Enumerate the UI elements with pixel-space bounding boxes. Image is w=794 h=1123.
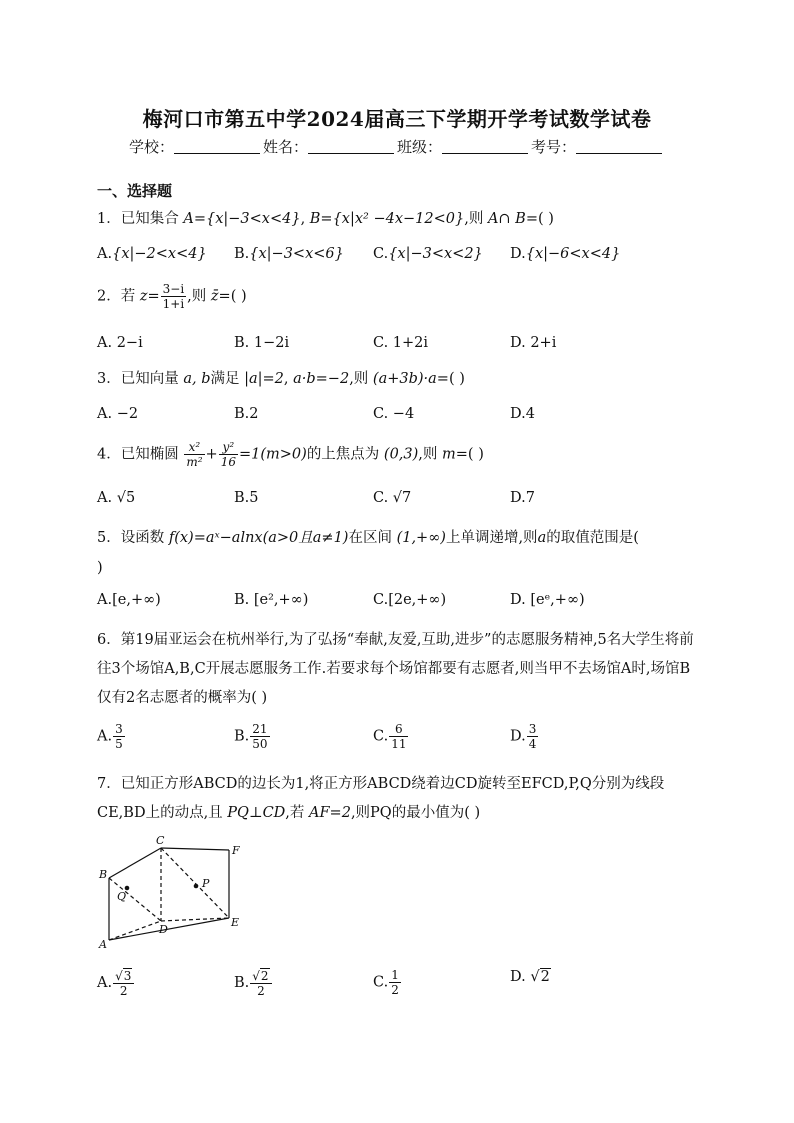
option-a[interactable]: A. $\frac{3}{5}$ bbox=[97, 722, 123, 751]
question-2-options bbox=[97, 335, 697, 365]
question-5-close: ) bbox=[97, 560, 103, 576]
question-text: 已知正方形ABCD的边长为1,将正方形ABCD绕着边CD旋转至EFCD,P,Q分别为线段CE,BD上的动点,且 bbox=[97, 776, 665, 821]
question-text: 已知集合 bbox=[120, 211, 179, 227]
question-2 bbox=[97, 282, 247, 311]
option-b[interactable]: B. $\frac{√2}{2}$ bbox=[234, 968, 273, 998]
condition: (a>0且a≠1) bbox=[262, 530, 349, 546]
option-b[interactable]: B.2 bbox=[234, 406, 259, 422]
question-text: ,则PQ的最小值为( ) bbox=[350, 805, 481, 821]
question-text: 已知向量 bbox=[120, 371, 179, 387]
question-number: 4． bbox=[97, 446, 121, 463]
option-c[interactable]: C. −4 bbox=[373, 406, 415, 422]
school-label: 学校： bbox=[128, 138, 174, 156]
option-c[interactable]: C.{x|−3<x<2} bbox=[373, 246, 483, 262]
option-a[interactable]: A. √5 bbox=[97, 490, 136, 506]
question-text: ,则 bbox=[464, 211, 484, 227]
ask-expr: A∩ B= bbox=[487, 211, 538, 227]
question-number: 3． bbox=[97, 371, 121, 387]
question-7 bbox=[97, 770, 697, 828]
question-1-options bbox=[97, 246, 697, 276]
label-c: C bbox=[156, 834, 165, 847]
question-4-options bbox=[97, 490, 697, 520]
option-d[interactable]: D. [eᵉ,+∞) bbox=[510, 592, 585, 608]
fraction: $\frac{3-i}{1+i}$ bbox=[162, 282, 185, 311]
focus-point: (0,3) bbox=[383, 446, 419, 463]
var-a: a bbox=[537, 530, 547, 546]
answer-paren: ( ) bbox=[467, 446, 484, 463]
question-5-options bbox=[97, 592, 697, 622]
option-c[interactable]: C. √7 bbox=[373, 490, 412, 506]
option-d[interactable]: D. √2 bbox=[510, 969, 550, 985]
option-d[interactable]: D. 2+i bbox=[510, 335, 557, 351]
question-text: ,则 bbox=[418, 446, 438, 463]
option-c[interactable]: C. $\frac{1}{2}$ bbox=[373, 968, 399, 997]
answer-paren: ( ) bbox=[448, 371, 465, 387]
question-text: ,若 bbox=[285, 805, 305, 821]
prism-figure bbox=[97, 834, 257, 949]
option-b[interactable]: B.{x|−3<x<6} bbox=[234, 246, 344, 262]
question-3: 3．已知向量 a, b满足 |a|=2, a·b=−2,则 (a+3b)·a=( ) bbox=[97, 371, 465, 387]
answer-paren: ( ) bbox=[538, 211, 554, 227]
label-a: A bbox=[99, 938, 107, 949]
label-e: E bbox=[231, 916, 240, 929]
fraction-x: $\frac{\text{x²}}{\text{m²}}$ bbox=[186, 440, 203, 469]
question-text: ,则 bbox=[187, 288, 207, 305]
question-3-options bbox=[97, 406, 697, 436]
option-a[interactable]: A.[e,+∞) bbox=[97, 592, 161, 608]
set-a: A={x|−3<x<4} bbox=[183, 211, 301, 227]
question-text: 在区间 bbox=[348, 530, 392, 546]
school-blank[interactable] bbox=[174, 139, 260, 154]
question-text: 的取值范围是( bbox=[546, 530, 639, 546]
option-c[interactable]: C. $\frac{6}{11}$ bbox=[373, 722, 407, 751]
question-number: 2． bbox=[97, 288, 121, 305]
label-q: Q bbox=[117, 890, 127, 903]
number-label: 考号： bbox=[531, 138, 577, 156]
ask-expr: (a+3b)·a= bbox=[372, 371, 449, 387]
question-number: 7． bbox=[97, 776, 121, 792]
perp-condition: PQ⊥CD bbox=[227, 805, 286, 821]
question-text: 已知椭圆 bbox=[120, 446, 179, 463]
label-d: D bbox=[159, 923, 168, 936]
option-d[interactable]: D. $\frac{3}{4}$ bbox=[510, 722, 537, 751]
answer-paren: ( ) bbox=[230, 288, 247, 305]
name-blank[interactable] bbox=[308, 139, 394, 154]
ask-expr: z̄= bbox=[210, 288, 231, 305]
question-text: 设函数 bbox=[120, 530, 165, 546]
section-heading: 一、选择题 bbox=[97, 182, 173, 200]
option-b[interactable]: B. 1−2i bbox=[234, 335, 290, 351]
question-6 bbox=[97, 626, 697, 713]
name-label: 姓名： bbox=[262, 138, 308, 156]
question-7-options bbox=[97, 968, 697, 1008]
condition-2: a·b=−2 bbox=[293, 371, 350, 387]
option-a[interactable]: A.{x|−2<x<4} bbox=[97, 246, 207, 262]
question-text: 的上焦点为 bbox=[306, 446, 380, 463]
option-d[interactable]: D.{x|−6<x<4} bbox=[510, 246, 621, 262]
set-b: B={x|x² −4x−12<0} bbox=[309, 211, 465, 227]
option-b[interactable]: B. [e²,+∞) bbox=[234, 592, 309, 608]
question-5 bbox=[97, 526, 639, 547]
option-a[interactable]: A. 2−i bbox=[97, 335, 143, 351]
option-a[interactable]: A. −2 bbox=[97, 406, 139, 422]
condition-1: |a|=2 bbox=[244, 371, 284, 387]
question-6-options bbox=[97, 722, 697, 762]
option-c[interactable]: C. 1+2i bbox=[373, 335, 429, 351]
label-f: F bbox=[232, 844, 240, 857]
question-4: 4．已知椭圆 $\frac{\text{x²}}{\text{m²}}$ + $\frac{\text{y²}}{16}$ =1(m>0)的上焦点为 (0,3),则 m=( ) bbox=[97, 440, 484, 469]
option-c[interactable]: C.[2e,+∞) bbox=[373, 592, 447, 608]
option-b[interactable]: B.5 bbox=[234, 490, 259, 506]
af-condition: AF=2 bbox=[309, 805, 351, 821]
question-number: 5． bbox=[97, 530, 121, 546]
class-blank[interactable] bbox=[442, 139, 528, 154]
vectors: a, b bbox=[183, 371, 211, 387]
question-text: 满足 bbox=[210, 371, 240, 387]
student-info-line bbox=[0, 136, 794, 157]
question-1: 1．已知集合 A={x|−3<x<4}, B={x|x² −4x−12<0},则 A∩ B=( ) bbox=[97, 211, 554, 227]
ellipse-eq: =1(m>0) bbox=[238, 446, 307, 463]
ask-expr: m= bbox=[442, 446, 468, 463]
number-blank[interactable] bbox=[576, 139, 662, 154]
question-number: 1． bbox=[97, 211, 121, 227]
interval: (1,+∞) bbox=[396, 530, 446, 546]
question-text: ,则 bbox=[349, 371, 369, 387]
label-b: B bbox=[99, 868, 108, 881]
question-text: 若 bbox=[120, 288, 136, 305]
class-label: 班级： bbox=[397, 138, 443, 156]
z-expr: z= bbox=[139, 288, 160, 305]
fraction-y: $\frac{\text{y²}}{16}$ bbox=[220, 440, 236, 469]
question-text: 上单调递增,则 bbox=[445, 530, 538, 546]
option-a[interactable]: A. $\frac{√3}{2}$ bbox=[97, 968, 135, 998]
option-b[interactable]: B. $\frac{21}{50}$ bbox=[234, 722, 268, 751]
function-expr: f(x)=aˣ−alnx bbox=[168, 530, 263, 546]
question-text: 第19届亚运会在杭州举行,为了弘扬“奉献,友爱,互助,进步”的志愿服务精神,5名大学生将前往3个场馆A,B,C开展志愿服务工作.若要求每个场馆都要有志愿者,则当甲不去场馆A时,场馆B仅有2名志愿者的概率为( ) bbox=[97, 632, 694, 706]
option-d[interactable]: D.7 bbox=[510, 490, 535, 506]
option-d[interactable]: D.4 bbox=[510, 406, 535, 422]
exam-title: 梅河口市第五中学2024届高三下学期开学考试数学试卷 bbox=[142, 107, 652, 131]
question-number: 6． bbox=[97, 632, 121, 648]
label-p: P bbox=[202, 877, 210, 890]
